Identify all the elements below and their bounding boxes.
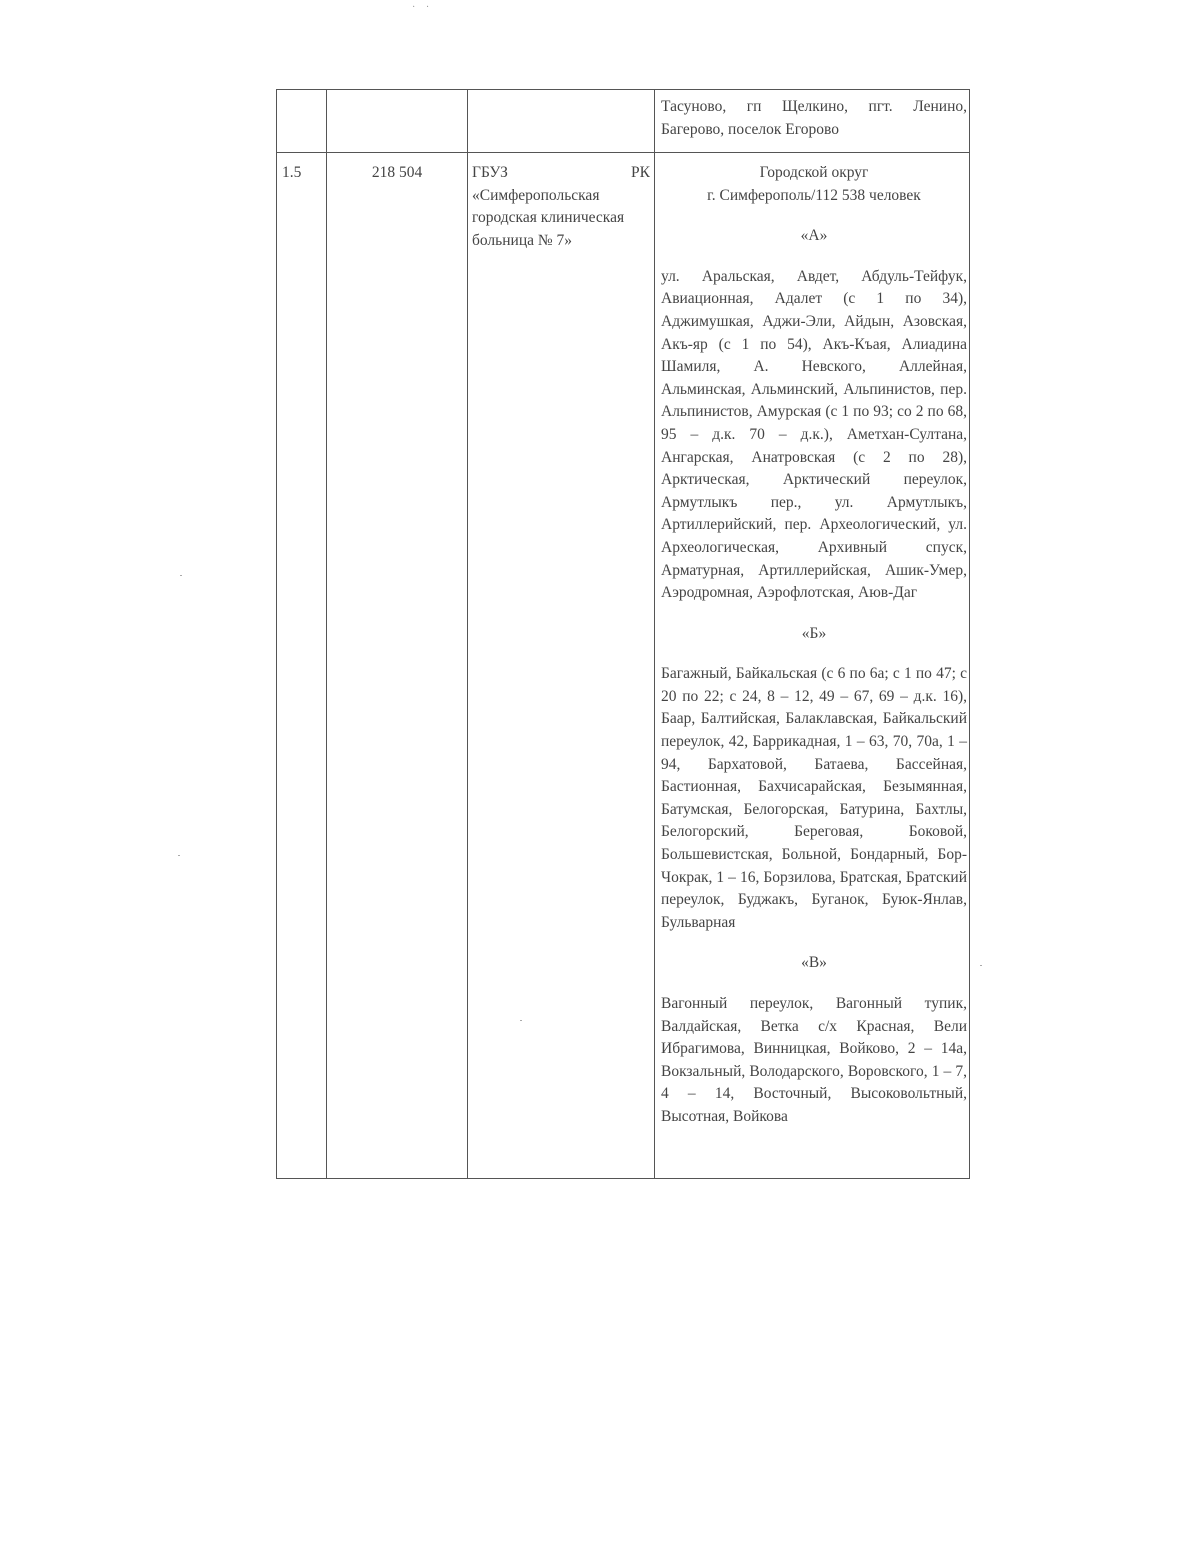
cell-addresses [655, 153, 970, 1179]
street-list: Багажный, Байкальская (с 6 по 6а; с 1 по 47; с 20 по 22; с 24, 8 – 12, 49 – 67, 69 – д.к. 16), Баар, Балтийская, Балаклавская, Байкальский переулок, 42, Баррикадная, 1 – 63, 70, 70а, 1 – 94, Бархатовой, Батаева, Бассейная, Бастионная, Бахчисарайская, Безымянная, Батумская, Белогорская, Батурина, Бахтлы, Белогорский, Береговая, Боковой, Большевистская, Больной, Бондарный, Бор-Чокрак, 1 – 16, Борзилова, Братская, Братский переулок, Буджакъ, Буганок, Буюк-Янлав, Бульварная [661, 665, 967, 931]
cell-code [327, 90, 468, 153]
table-row [277, 90, 970, 153]
cell-number [277, 90, 327, 153]
organization-name [468, 153, 654, 252]
register-table [276, 89, 970, 1179]
section-letter: «А» [800, 227, 828, 245]
org-full-name: «Симферопольская городская клиническая больница № 7» [472, 186, 625, 249]
section-letter: «Б» [801, 624, 827, 642]
table-row [277, 153, 970, 1179]
row-number: 1.5 [282, 164, 302, 181]
organization-code: 218 504 [371, 164, 423, 181]
section-letter: «В» [801, 954, 827, 972]
cell-organization [468, 153, 655, 1179]
street-list: ул. Аральская, Авдет, Абдуль-Тейфук, Авиационная, Адалет (с 1 по 34), Аджимушкая, Аджи-Эли, Айдын, Азовская, Акъ-яр (с 1 по 54), Акъ-Къая, Алиадина Шамиля, А. Невского, Аллейная, Альминская, Альминский, Альпинистов, пер. Альпинистов, Амурская (с 1 по 93; со 2 по 68, 95 – д.к. 70 – д.к.), Аметхан-Султана, Ангарская, Анатровская (с 2 по 28), Арктическая, Арктический переулок, Армутлыкъ пер., ул. Армутлыкъ, Артиллерийский, пер. Археологический, ул. Археологическая, Архивный спуск, Арматурная, Артиллерийская, Ашик-Умер, Аэродромная, Аэрофлотская, Аюв-Даг [661, 267, 967, 602]
org-region: РК [631, 164, 650, 181]
continuation-text: Тасуново, гп Щелкино, пгт. Ленино, Багерово, поселок Егорово [661, 98, 967, 138]
district-heading: Городской округ г. Симферополь/112 538 человек [707, 164, 921, 204]
cell-number [277, 153, 327, 1179]
cell-organization [468, 90, 655, 153]
address-list [655, 153, 969, 1129]
org-abbrev: ГБУЗ [472, 164, 508, 181]
cell-code [327, 153, 468, 1179]
cell-addresses [655, 90, 970, 153]
street-list: Вагонный переулок, Вагонный тупик, Валдайская, Ветка с/х Красная, Вели Ибрагимова, Винницкая, Войково, 2 – 14а, Вокзальный, Володарского, Воровского, 1 – 7, 4 – 14, Восточный, Высоковольтный, Высотная, Войкова [661, 995, 967, 1125]
scan-mark: · · [412, 2, 434, 13]
